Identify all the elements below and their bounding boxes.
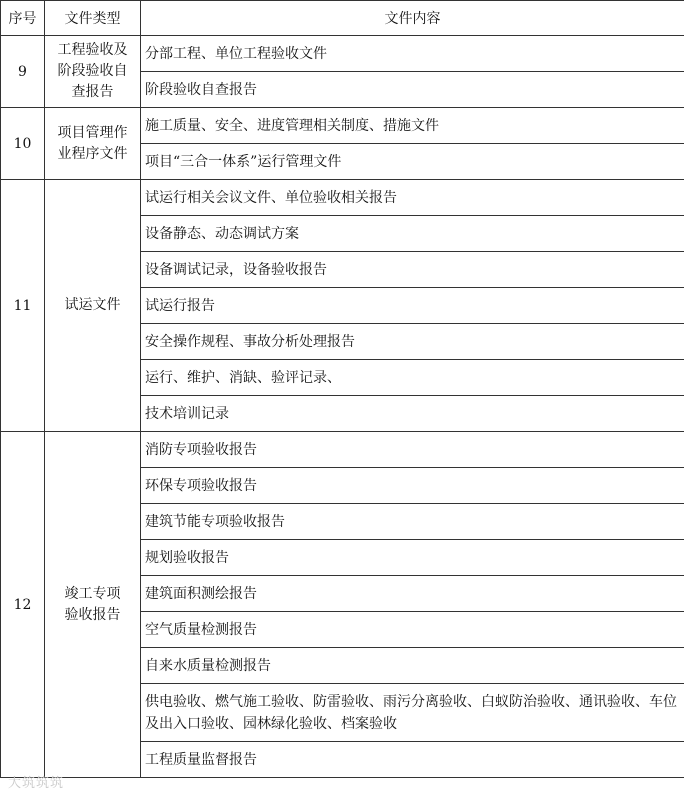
file-content: 消防专项验收报告 xyxy=(141,432,684,468)
file-content: 试运行相关会议文件、单位验收相关报告 xyxy=(141,180,684,216)
file-type-line: 查报告 xyxy=(71,84,114,100)
row-number: 10 xyxy=(1,108,45,180)
row-number: 9 xyxy=(1,36,45,108)
header-content: 文件内容 xyxy=(141,1,684,36)
file-type-line: 竣工专项 xyxy=(64,585,121,602)
table-row xyxy=(1,108,684,144)
table-row xyxy=(1,432,684,468)
file-content: 环保专项验收报告 xyxy=(141,468,684,504)
file-content: 安全操作规程、事故分析处理报告 xyxy=(141,324,684,360)
row-number: 11 xyxy=(1,180,45,432)
table-row xyxy=(1,36,684,72)
file-content: 工程质量监督报告 xyxy=(141,742,684,778)
file-content: 建筑面积测绘报告 xyxy=(141,576,684,612)
file-content: 空气质量检测报告 xyxy=(141,612,684,648)
table-row xyxy=(1,180,684,216)
file-content: 施工质量、安全、进度管理相关制度、措施文件 xyxy=(141,108,684,144)
watermark: 大筑筑筑 xyxy=(8,776,65,791)
file-type-line: 验收报告 xyxy=(64,606,121,623)
file-type xyxy=(45,432,141,778)
file-content: 项目“三合一体系”运行管理文件 xyxy=(141,144,684,180)
file-content: 阶段验收自查报告 xyxy=(141,72,684,108)
file-content: 设备静态、动态调试方案 xyxy=(141,216,684,252)
file-content: 技术培训记录 xyxy=(141,396,684,432)
file-content: 供电验收、燃气施工验收、防雷验收、雨污分离验收、白蚁防治验收、通讯验收、车位及出入口验收、园林绿化验收、档案验收 xyxy=(141,684,684,742)
file-content: 试运行报告 xyxy=(141,288,684,324)
file-content: 规划验收报告 xyxy=(141,540,684,576)
file-type-line: 阶段验收自 xyxy=(57,63,128,79)
file-type-line: 业程序文件 xyxy=(57,145,128,162)
file-type-line: 项目管理作 xyxy=(57,124,128,141)
file-type xyxy=(45,108,141,180)
file-content: 设备调试记录，设备验收报告 xyxy=(141,252,684,288)
file-content: 分部工程、单位工程验收文件 xyxy=(141,36,684,72)
file-type xyxy=(45,180,141,432)
file-type-line: 试运文件 xyxy=(64,297,121,313)
table-header-row xyxy=(1,1,684,36)
file-content: 自来水质量检测报告 xyxy=(141,648,684,684)
file-content: 建筑节能专项验收报告 xyxy=(141,504,684,540)
header-type: 文件类型 xyxy=(45,1,141,36)
file-content: 运行、维护、消缺、验评记录、 xyxy=(141,360,684,396)
file-type xyxy=(45,36,141,108)
header-num: 序号 xyxy=(1,1,45,36)
row-number: 12 xyxy=(1,432,45,778)
file-type-line: 工程验收及 xyxy=(57,42,128,58)
